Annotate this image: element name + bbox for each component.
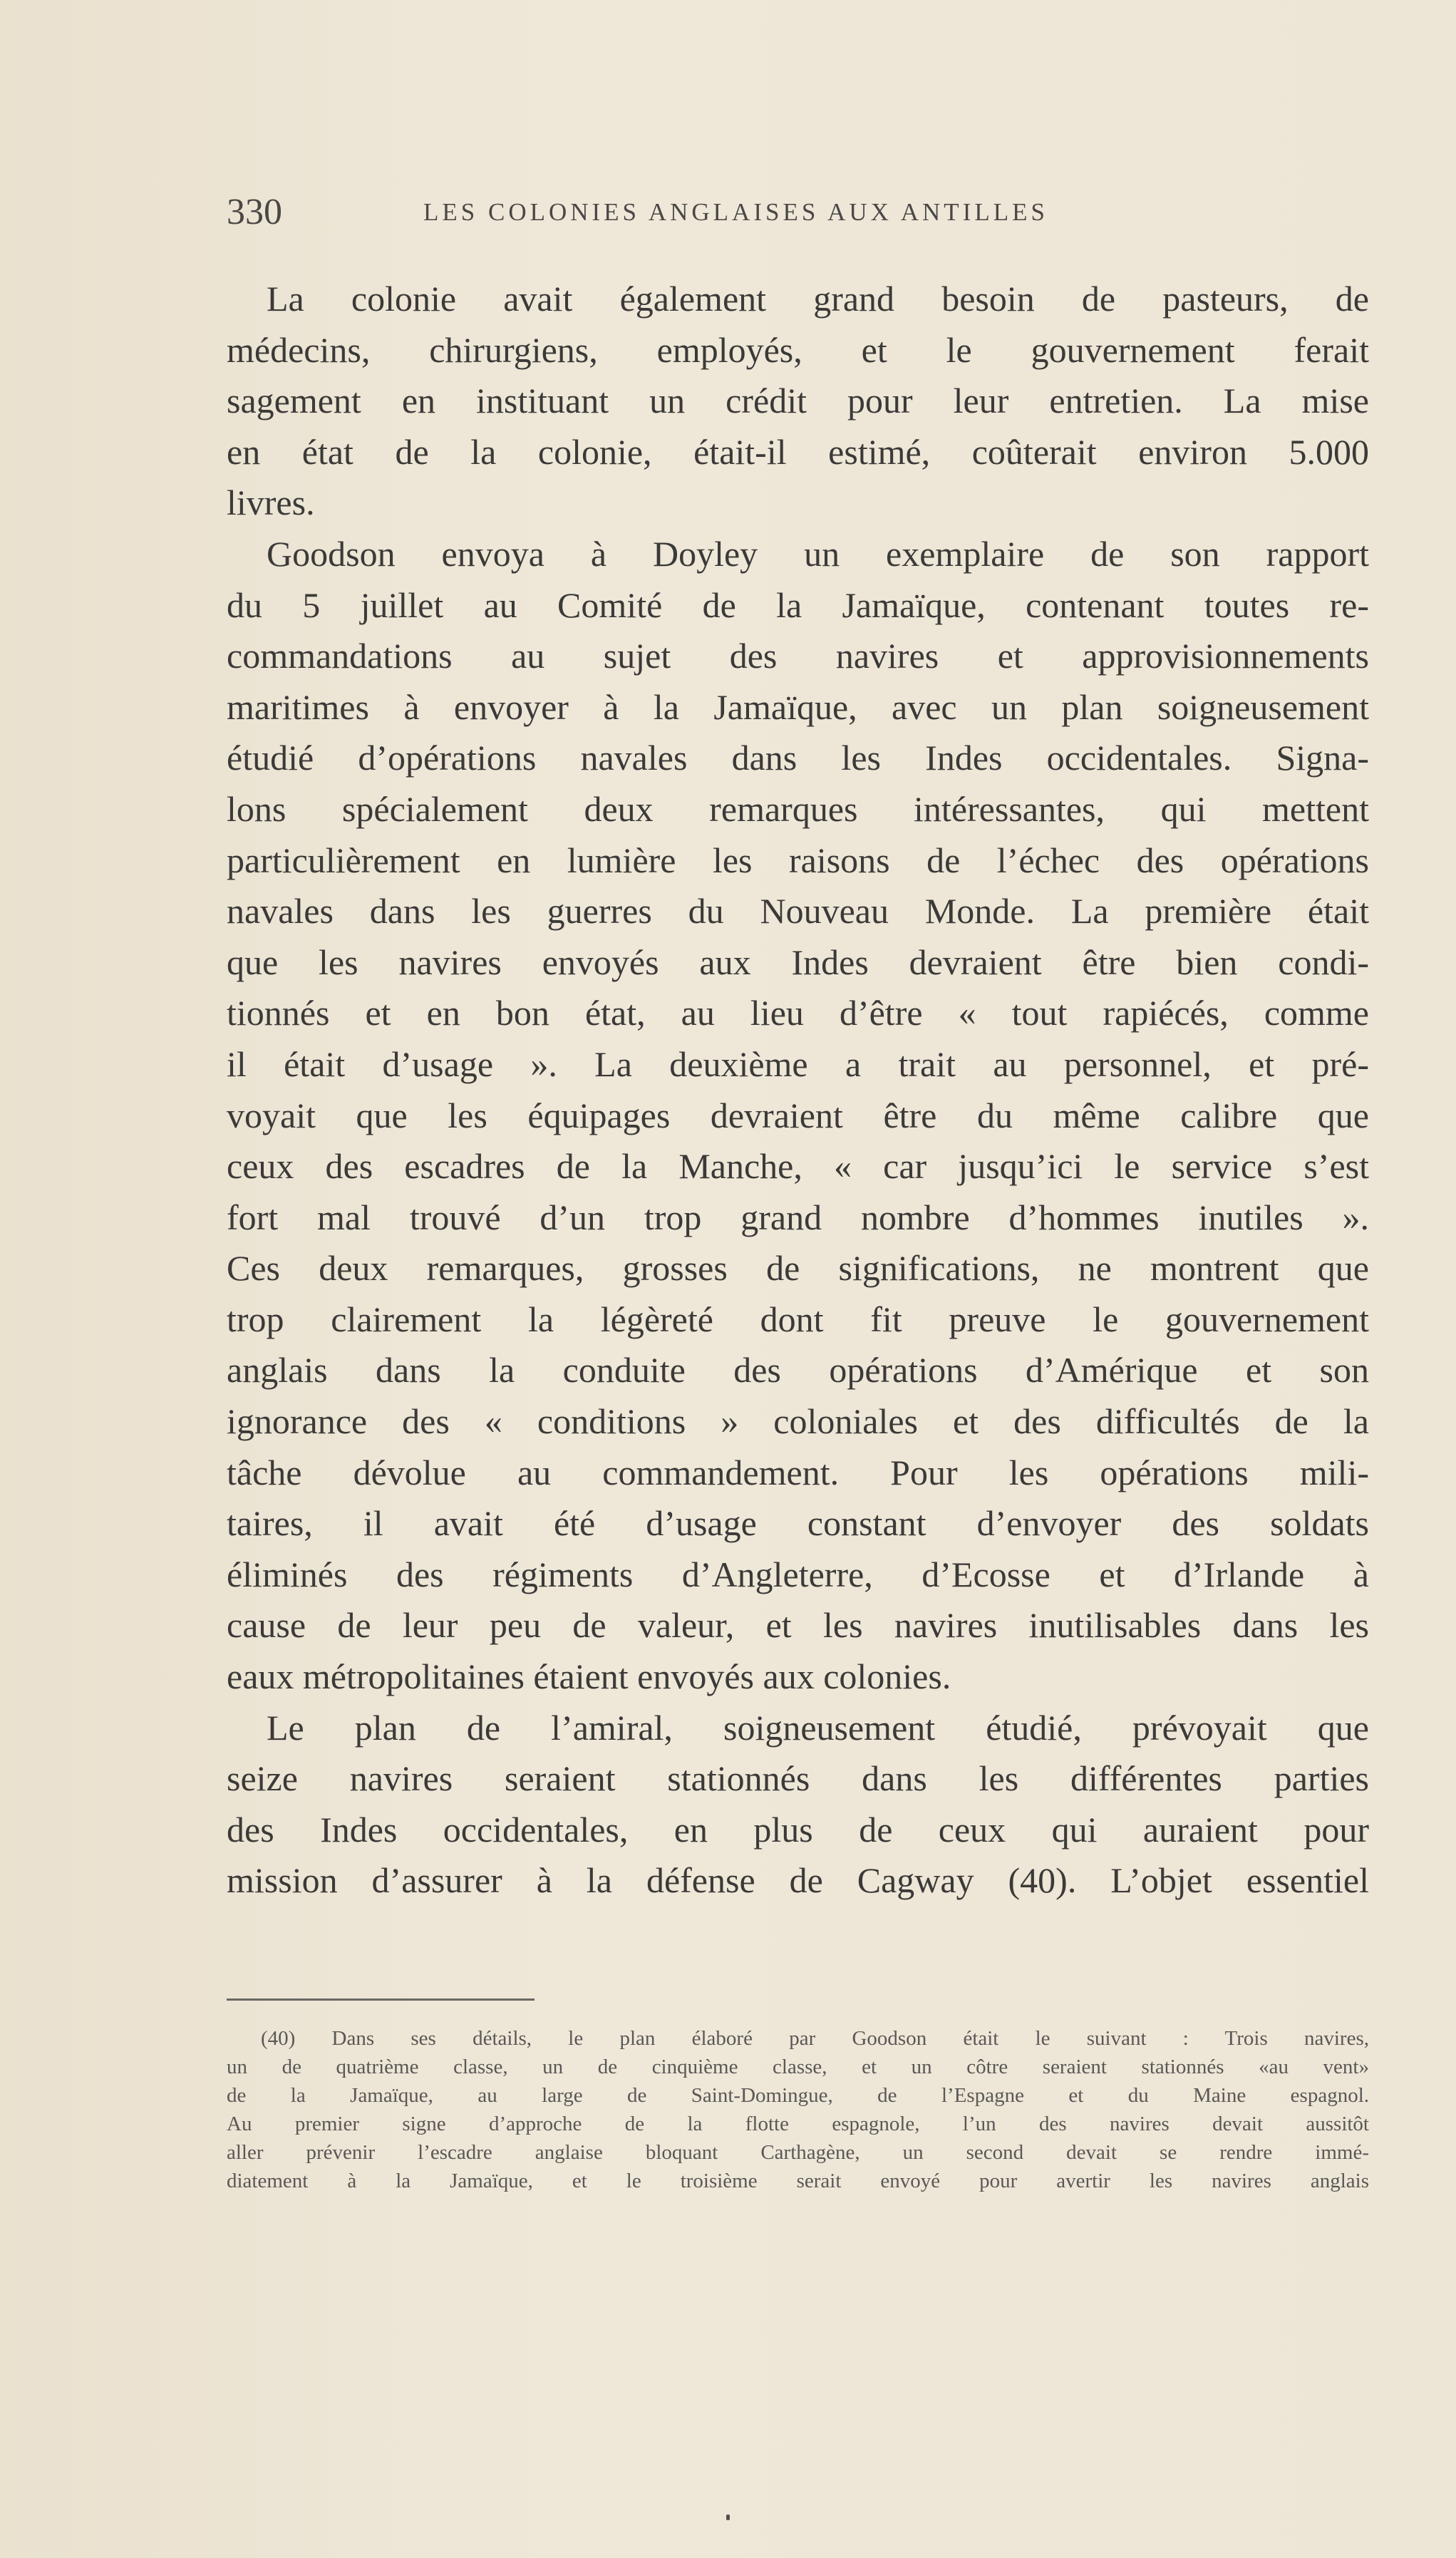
text-line: lons spécialement deux remarques intéressantes, qui mettent (227, 788, 1369, 829)
text-line: navales dans les guerres du Nouveau Monde. La première était (227, 891, 1369, 932)
body-text (227, 274, 1369, 1907)
text-line: éliminés des régiments d’Angleterre, d’Ecosse et d’Irlande à (227, 1554, 1369, 1594)
text-line: ceux des escadres de la Manche, « car jusqu’ici le service s’est (227, 1146, 1369, 1187)
text-line: trop clairement la légèreté dont fit preuve le gouvernement (227, 1299, 1369, 1339)
text-line: Ces deux remarques, grosses de significations, ne montrent que (227, 1248, 1369, 1289)
footnote-line: (40) Dans ses détails, le plan élaboré par Goodson était le suivant : Trois navires, (261, 2027, 1369, 2050)
footnote-line: diatement à la Jamaïque, et le troisième serait envoyé pour avertir les navires anglais (227, 2170, 1369, 2192)
page-number: 330 (227, 192, 282, 232)
footnote-line: un de quatrième classe, un de cinquième classe, et un côtre seraient stationnés «au vent» (227, 2056, 1369, 2078)
ink-speck (726, 2515, 730, 2520)
text-line: La colonie avait également grand besoin de pasteurs, de (267, 279, 1369, 319)
running-head: LES COLONIES ANGLAISES AUX ANTILLES (423, 198, 1048, 226)
text-line: en état de la colonie, était-il estimé, coûterait environ 5.000 (227, 431, 1369, 472)
footnote-line: de la Jamaïque, au large de Saint-Domingue, de l’Espagne et du Maine espagnol. (227, 2084, 1369, 2107)
text-line: il était d’usage ». La deuxième a trait au personnel, et pré- (227, 1043, 1369, 1084)
text-line: particulièrement en lumière les raisons de l’échec des opérations (227, 840, 1369, 880)
text-line: voyait que les équipages devraient être du même calibre que (227, 1095, 1369, 1135)
text-line: étudié d’opérations navales dans les Indes occidentales. Signa- (227, 738, 1369, 778)
footnote-line: Au premier signe d’approche de la flotte espagnole, l’un des navires devait aussitôt (227, 2113, 1369, 2135)
page-header (227, 191, 1367, 234)
text-line: taires, il avait été d’usage constant d’envoyer des soldats (227, 1503, 1369, 1544)
text-line: des Indes occidentales, en plus de ceux qui auraient pour (227, 1809, 1369, 1850)
text-line: tâche dévolue au commandement. Pour les opérations mili- (227, 1452, 1369, 1492)
text-line: cause de leur peu de valeur, et les navires inutilisables dans les (227, 1605, 1369, 1646)
text-line: ignorance des « conditions » coloniales et des difficultés de la (227, 1401, 1369, 1442)
text-line: médecins, chirurgiens, employés, et le gouvernement ferait (227, 329, 1369, 370)
footnote-line: aller prévenir l’escadre anglaise bloquant Carthagène, un second devait se rendre immé- (227, 2141, 1369, 2164)
text-line: Goodson envoya à Doyley un exemplaire de son rapport (267, 533, 1369, 574)
text-line: mission d’assurer à la défense de Cagway (40). L’objet essentiel (227, 1860, 1369, 1901)
footnote-divider (227, 1999, 535, 2001)
text-line: que les navires envoyés aux Indes devraient être bien condi- (227, 942, 1369, 982)
text-line: sagement en instituant un crédit pour leur entretien. La mise (227, 381, 1369, 421)
text-line: tionnés et en bon état, au lieu d’être « tout rapiécés, comme (227, 993, 1369, 1033)
footnotes (227, 2024, 1369, 2195)
text-line: Le plan de l’amiral, soigneusement étudié, prévoyait que (267, 1707, 1369, 1748)
text-line: fort mal trouvé d’un trop grand nombre d’hommes inutiles ». (227, 1197, 1369, 1237)
text-line: eaux métropolitaines étaient envoyés aux colonies. (227, 1656, 951, 1697)
text-line: seize navires seraient stationnés dans les différentes parties (227, 1758, 1369, 1799)
text-line: maritimes à envoyer à la Jamaïque, avec un plan soigneusement (227, 686, 1369, 727)
text-line: commandations au sujet des navires et approvisionnements (227, 636, 1369, 676)
text-line: anglais dans la conduite des opérations d’Amérique et son (227, 1350, 1369, 1391)
text-line: livres. (227, 483, 315, 523)
text-line: du 5 juillet au Comité de la Jamaïque, contenant toutes re- (227, 584, 1369, 625)
